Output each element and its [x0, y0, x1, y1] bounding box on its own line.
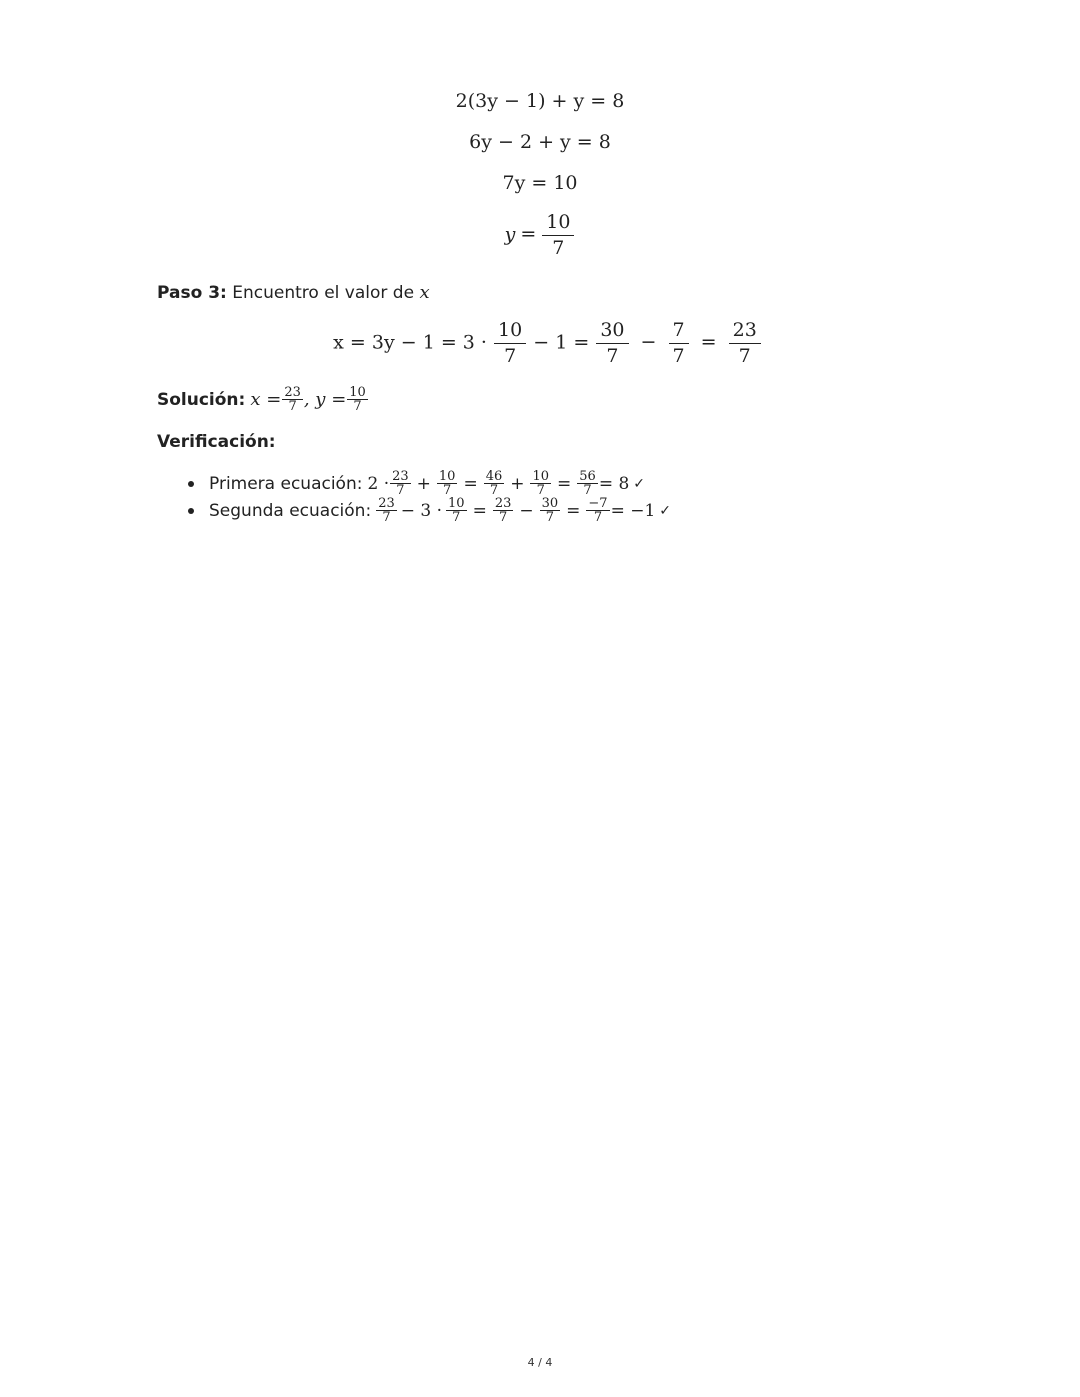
- equation-line-2: 6y − 2 + y = 8: [469, 131, 611, 153]
- fraction-30-7: [598, 320, 626, 367]
- fraction: [447, 497, 466, 524]
- numerator: 10: [498, 319, 523, 341]
- denominator: 7: [577, 483, 598, 497]
- fraction: [438, 470, 457, 497]
- denominator: 7: [376, 510, 397, 524]
- fraction-23-7: [731, 320, 759, 367]
- x-equation: x = 3y − 1 = 3 · $\frac{10}{7}$ − 1 = $\frac{30}{7}$ − $\frac{7}{7}$ = $\frac{23}{7}$: [0, 320, 1080, 367]
- fraction: [494, 497, 513, 524]
- first-eq-coef: 2 ·: [367, 473, 390, 494]
- denominator: 7: [347, 399, 368, 413]
- y-variable: y: [504, 223, 516, 246]
- solution-paragraph: [157, 386, 369, 413]
- x-eq-start: x = 3y − 1 = 3 ·: [333, 331, 487, 354]
- second-eq-coef: − 3 ·: [400, 500, 443, 521]
- numerator: 23: [284, 385, 301, 400]
- step3-paragraph: [157, 282, 430, 303]
- numerator: 30: [600, 319, 625, 341]
- denominator: 7: [669, 343, 689, 367]
- numerator: 23: [378, 496, 395, 511]
- fraction: [391, 470, 410, 497]
- numerator: 10: [546, 211, 571, 233]
- numerator: 10: [532, 469, 550, 484]
- denominator: 7: [596, 343, 628, 367]
- denominator: 7: [390, 483, 411, 497]
- denominator: 7: [446, 510, 467, 524]
- denominator: 7: [540, 510, 561, 524]
- numerator: 10: [438, 469, 456, 484]
- solution-y-fraction: [348, 386, 367, 413]
- denominator: 7: [586, 510, 609, 524]
- bullet-icon: [188, 481, 194, 487]
- numerator: 10: [349, 385, 366, 400]
- denominator: 7: [282, 399, 303, 413]
- numerator: 23: [732, 319, 757, 341]
- fraction: [377, 497, 396, 524]
- verification-title: Verificación:: [157, 432, 276, 452]
- second-eq-result: = −1: [610, 500, 656, 521]
- equation-line-3: 7y = 10: [502, 172, 578, 194]
- solution-x: x =: [250, 389, 282, 410]
- denominator: 7: [542, 235, 574, 259]
- check-icon: ✓: [633, 475, 646, 492]
- denominator: 7: [484, 483, 505, 497]
- list-item-first-equation: Primera ecuación: 2 · $\frac{23}{7}$ + $\frac{10}{7}$ = $\frac{46}{7}$ + $\frac{10}{7}$ = $\frac{56}{7}$ = 8 ✓: [188, 470, 671, 497]
- numerator: 10: [448, 496, 465, 511]
- fraction: [485, 470, 504, 497]
- numerator: 30: [541, 496, 559, 511]
- equation-line-4: y = $\frac{10}{7}$: [0, 212, 1080, 259]
- fraction-7-7: [671, 320, 687, 367]
- numerator: 46: [485, 469, 503, 484]
- x-eq-mid: − 1 =: [533, 331, 590, 354]
- check-icon: ✓: [659, 502, 672, 519]
- second-eq-label: Segunda ecuación:: [209, 500, 372, 521]
- denominator: 7: [494, 343, 526, 367]
- step3-text: Encuentro el valor de: [232, 283, 415, 303]
- page-number: 4 / 4: [527, 1356, 553, 1369]
- fraction: [578, 470, 597, 497]
- solution-y: , y =: [303, 389, 347, 410]
- solution-x-fraction: [283, 386, 302, 413]
- step3-label: Paso 3:: [157, 283, 227, 303]
- denominator: 7: [530, 483, 551, 497]
- fraction: [587, 497, 608, 524]
- numerator: 23: [392, 469, 409, 484]
- numerator: 56: [579, 469, 596, 484]
- bullet-icon: [188, 508, 194, 514]
- verification-list: [188, 470, 671, 524]
- numerator: −7: [588, 496, 608, 511]
- first-eq-label: Primera ecuación:: [209, 473, 363, 494]
- denominator: 7: [729, 343, 761, 367]
- equation-line-1: 2(3y − 1) + y = 8: [455, 90, 625, 112]
- list-item-second-equation: Segunda ecuación: $\frac{23}{7}$ − 3 · $\frac{10}{7}$ = $\frac{23}{7}$ − $\frac{30}{7}$ = $\frac{-7}{7}$ = −1 ✓: [188, 497, 671, 524]
- fraction: [541, 497, 560, 524]
- fraction: [531, 470, 550, 497]
- fraction-10-7: [496, 320, 524, 367]
- numerator: 7: [672, 319, 685, 341]
- fraction-y-value: [544, 212, 572, 259]
- step3-var: x: [419, 282, 430, 303]
- first-eq-result: = 8: [598, 473, 630, 494]
- solution-label: Solución:: [157, 389, 246, 410]
- denominator: 7: [493, 510, 514, 524]
- numerator: 23: [494, 496, 512, 511]
- denominator: 7: [437, 483, 458, 497]
